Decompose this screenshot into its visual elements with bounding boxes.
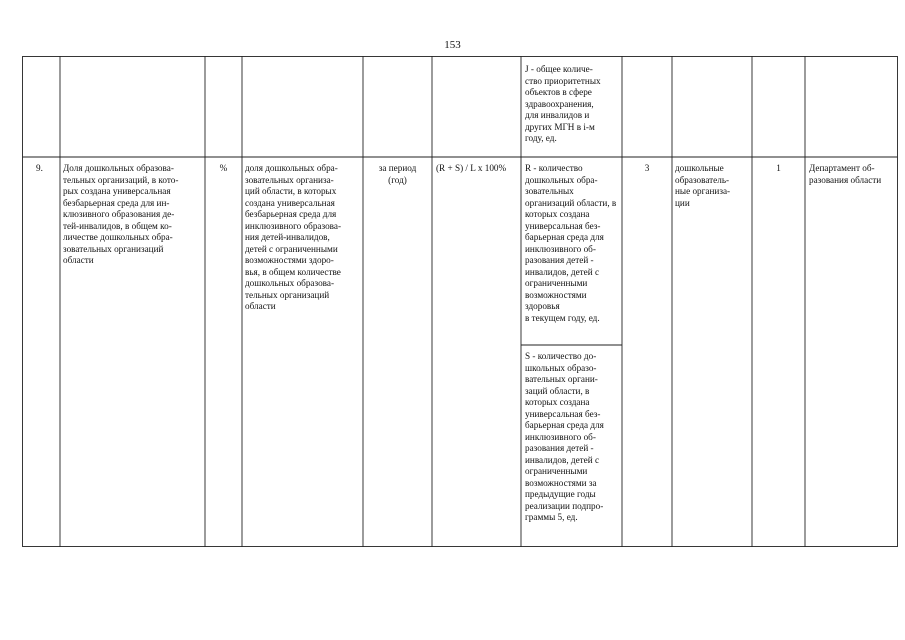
indicator-definition: доля дошкольных обра- зовательных организа- ций области, в которых создана универсальная безбарьерная среда для инклюзивного образова- ния детей-инвалидов, детей с ограниченными возможностями здоро- вья, в общем количестве дошкольных образова- тельных организаций области [245,163,342,311]
calculation-formula: (R + S) / L x 100% [436,163,507,173]
r-data-source: дошкольные образователь- ные организа- ции [675,163,731,208]
collection-value: 1 [776,163,781,173]
unit-of-measure: % [219,163,228,173]
j-variable-description: J - общее количе- ство приоритетных объектов в сфере здравоохранения, для инвалидов и других МГН в i-м году, ед. [525,64,601,143]
s-variable-description: S - количество до- школьных образо- вательных органи- заций области, в которых создана универсальная без- барьерная среда для инклюзивного об- разования детей - инвалидов, детей с ограниченными возможностями за предыдущие годы реализации подпро- граммы 5, ед. [525,351,604,522]
r-variable-description: R - количество дошкольных обра- зовательных организаций области, в которых создана универсальная без- барьерная среда для инклюзивного об- разования детей - инвалидов, детей с ограниченными возможностями здоровья в текущем году, ед. [525,163,617,323]
time-characteristic: за период (год) [378,163,417,185]
page-number: 153 [444,39,461,51]
table-grid-lines [22,56,898,547]
r-collection-method: 3 [644,163,650,173]
indicator-name: Доля дошкольных образова- тельных организаций, в кото- рых создана универсальная безбарьерная среда для ин- клюзивного образования де- тей-инвалидов, в общем ко- личестве дошкольных обра- зовательных организаций области [63,163,179,265]
responsible-department: Департамент об- разования области [809,163,882,185]
row-number: 9. [36,163,43,173]
indicator-table [22,56,898,547]
